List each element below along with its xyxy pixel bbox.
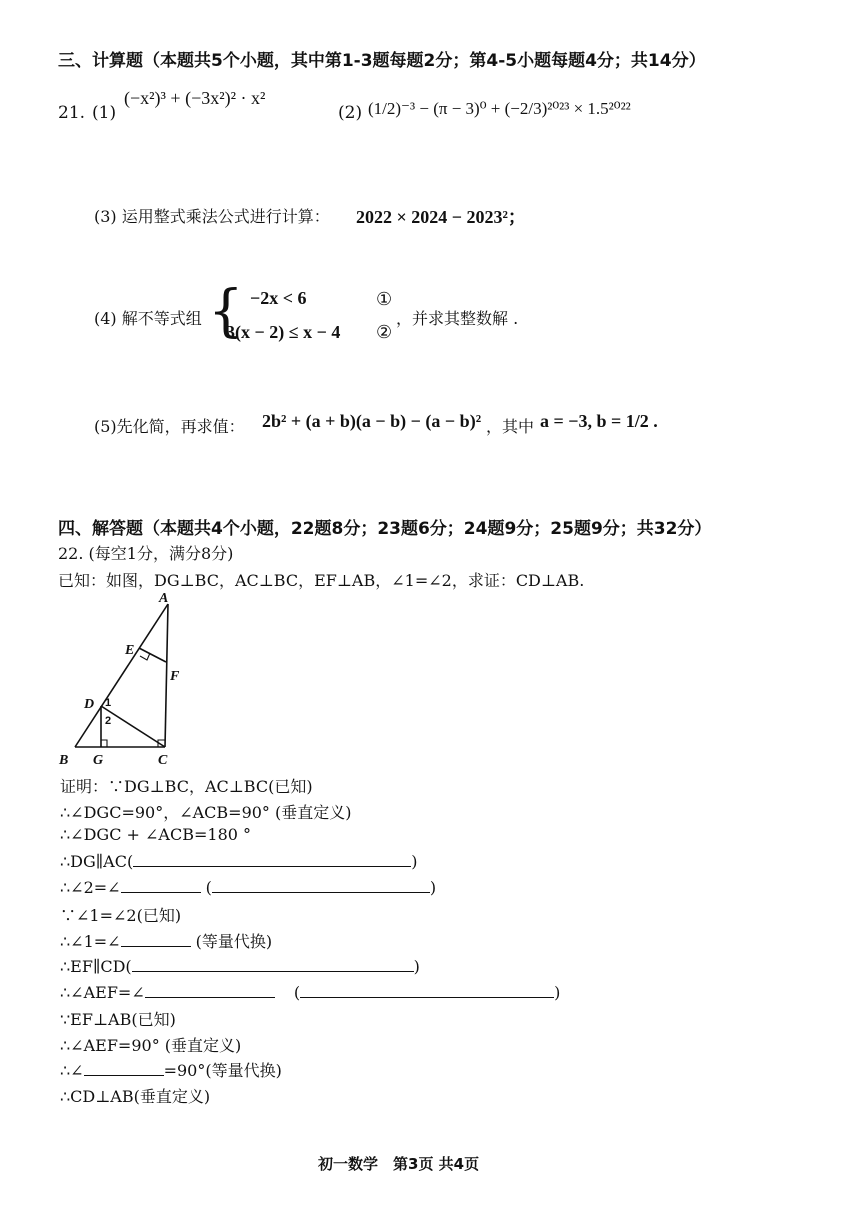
q21-p5-condition: a = −3, b = 1/2 .	[540, 411, 658, 431]
proof-line-5-text: ∴∠2=∠	[60, 878, 121, 897]
proof-line-2: ∴∠DGC=90°，∠ACB=90° (垂直定义)	[60, 803, 352, 822]
proof-line-9	[60, 981, 560, 1002]
proof-line-12-text: ∴∠	[60, 1061, 84, 1080]
angle-label-2: 2	[105, 715, 112, 727]
label-g: G	[93, 753, 104, 768]
proof-line-7-text: ∴∠1=∠	[60, 932, 121, 951]
q22-given: 已知：如图，DG⊥BC，AC⊥BC，EF⊥AB，∠1=∠2，求证：CD⊥AB.	[58, 571, 585, 590]
segment-ab	[75, 604, 168, 747]
label-d: D	[84, 697, 95, 712]
proof-line-6: ∵∠1=∠2(已知)	[60, 906, 182, 925]
proof-blank-3[interactable]	[212, 876, 430, 893]
proof-line-9-open: (	[293, 983, 301, 1002]
proof-blank-7[interactable]	[300, 981, 554, 998]
q21-p3-text: (3) 运用整式乘法公式进行计算：	[94, 207, 330, 226]
label-a: A	[159, 591, 169, 606]
proof-blank-5[interactable]	[132, 955, 414, 972]
right-angle-e	[140, 653, 150, 660]
proof-line-4	[60, 850, 417, 871]
proof-line-4-close: )	[411, 852, 418, 871]
proof-line-12	[60, 1058, 282, 1081]
proof-line-11: ∴∠AEF=90° (垂直定义)	[60, 1036, 242, 1055]
right-angle-g	[101, 740, 107, 747]
label-b: B	[59, 753, 69, 768]
q21-p4-mark1: ①	[376, 289, 393, 310]
q21-p5-expression: 2b² + (a + b)(a − b) − (a − b)²	[262, 411, 482, 431]
section3-title: 三、计算题（本题共5个小题，其中第1-3题每题2分；第4-5小题每题4分；共14分）	[58, 51, 706, 71]
q21-p5-mid: ，其中	[486, 417, 535, 436]
proof-line-9-text: ∴∠AEF=∠	[60, 983, 145, 1002]
proof-line-8	[60, 955, 420, 976]
geometry-figure	[55, 590, 205, 770]
proof-line-5-open: (	[205, 878, 212, 897]
proof-blank-8[interactable]	[84, 1059, 164, 1076]
proof-blank-6[interactable]	[145, 981, 275, 998]
proof-line-4-text: ∴DG∥AC(	[60, 852, 134, 871]
proof-line-10: ∵EF⊥AB(已知)	[60, 1010, 176, 1029]
q21-p1-expr-text: (−x²)³ + (−3x²)² · x²	[124, 88, 266, 108]
q21-p4-line1: −2x < 6	[250, 288, 307, 308]
label-f: F	[170, 669, 180, 684]
proof-line-3: ∴∠DGC + ∠ACB=180 °	[60, 825, 252, 844]
proof-line-7-reason: (等量代换)	[195, 932, 273, 951]
proof-blank-1[interactable]	[133, 850, 411, 867]
q21-p4-text: (4) 解不等式组	[94, 309, 202, 328]
inequality-brace: {	[208, 279, 244, 344]
q21-p1-expression	[124, 88, 265, 109]
q22-header: 22. (每空1分，满分8分)	[58, 544, 234, 563]
q21-p2-label: (2)	[338, 103, 363, 123]
proof-line-8-text: ∴EF∥CD(	[60, 957, 132, 976]
proof-line-5	[60, 876, 436, 897]
proof-line-8-close: )	[413, 957, 420, 976]
proof-line-9-close: )	[554, 983, 561, 1002]
proof-line-1: 证明：∵DG⊥BC，AC⊥BC(已知)	[60, 777, 313, 796]
page-footer: 初一数学 第3页 共4页	[318, 1155, 480, 1173]
q21-p5-text: (5)先化简，再求值：	[94, 417, 245, 436]
proof-blank-2[interactable]	[121, 876, 201, 893]
proof-line-12-tail: =90°(等量代换)	[163, 1061, 282, 1080]
q21-p1-label: (1)	[92, 103, 117, 123]
label-e: E	[125, 643, 135, 658]
proof-blank-4[interactable]	[121, 930, 191, 947]
segment-ef	[139, 648, 166, 662]
q21-p4-tail: ，并求其整数解 .	[396, 309, 519, 328]
q21-p3-expression: 2022 × 2024 − 2023²；	[356, 207, 526, 227]
angle-label-1: 1	[105, 697, 112, 709]
label-c: C	[158, 753, 168, 768]
proof-line-5-close: )	[429, 878, 437, 897]
proof-line-13: ∴CD⊥AB(垂直定义)	[60, 1087, 211, 1106]
q21-p4-line2: 3(x − 2) ≤ x − 4	[226, 322, 341, 342]
section4-title: 四、解答题（本题共4个小题，22题8分；23题6分；24题9分；25题9分；共32分）	[58, 519, 712, 539]
q21-number: 21.	[58, 103, 86, 123]
q21-p2-expression: (1/2)⁻³ − (π − 3)⁰ + (−2/3)²⁰²³ × 1.5²⁰²²	[368, 99, 631, 118]
segment-ac	[165, 604, 168, 747]
proof-line-7	[60, 929, 272, 952]
q21-p4-mark2: ②	[376, 322, 393, 343]
